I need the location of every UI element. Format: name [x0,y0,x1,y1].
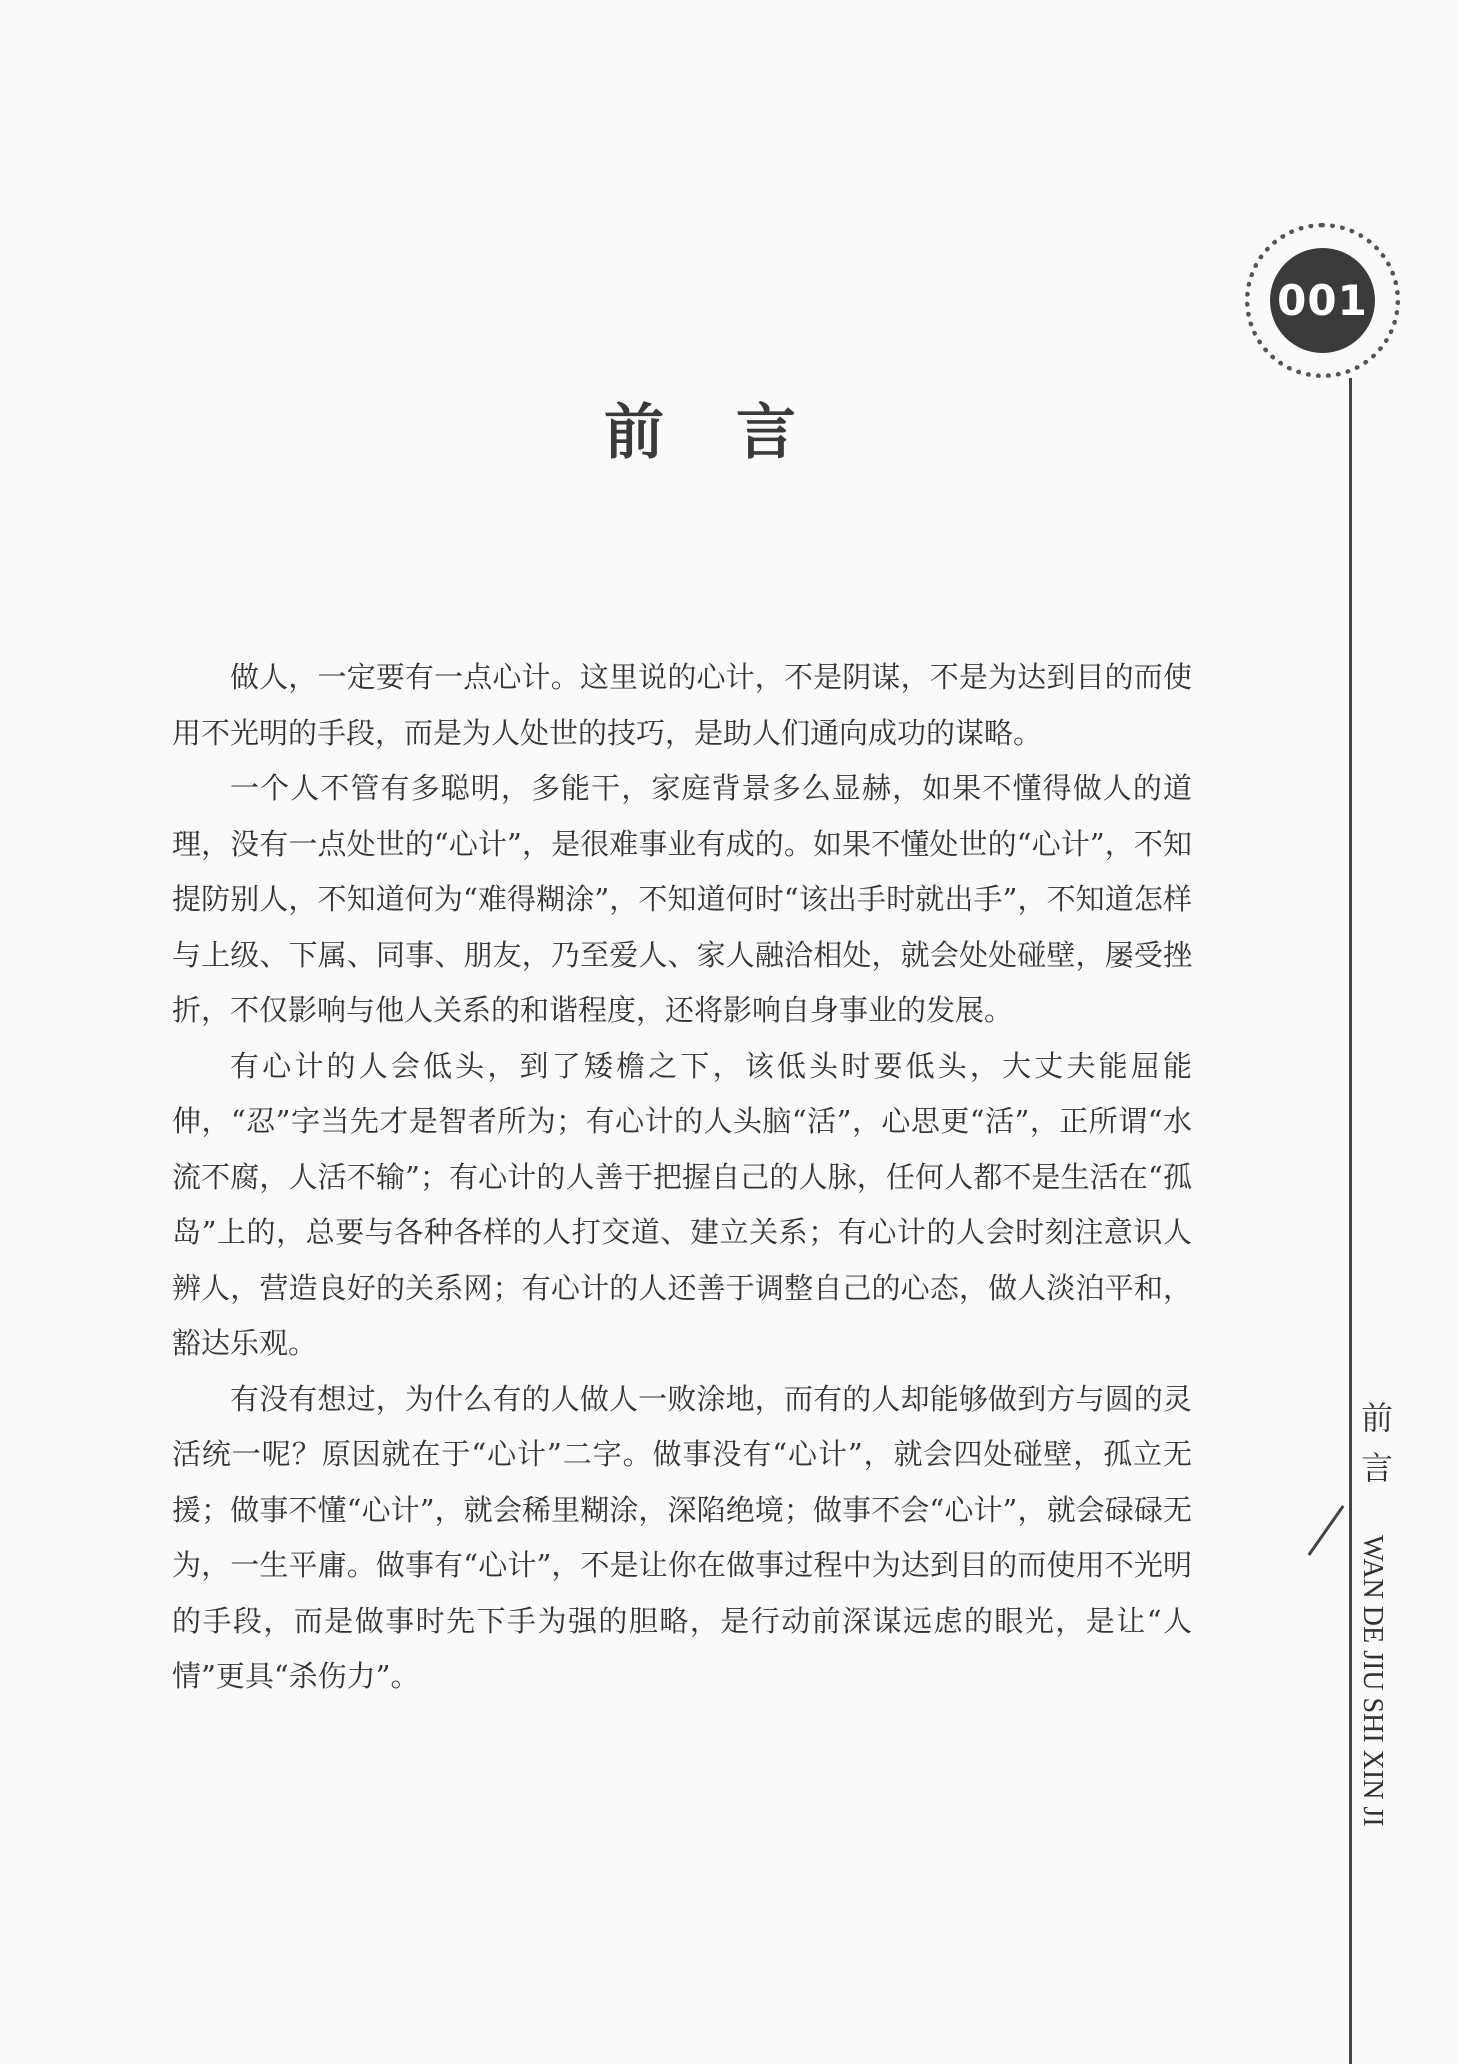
spine-line [1349,378,1352,2064]
body-text [172,650,1192,1705]
side-book-title: WAN DE JIU SHI XIN JI [1357,1535,1388,1827]
paragraph: 做人，一定要有一点心计。这里说的心计，不是阴谋，不是为达到目的而使用不光明的手段，而是为人处世的技巧，是助人们通向成功的谋略。 [172,660,1192,750]
side-section-label: 前言 [1360,1399,1393,1487]
paragraph: 一个人不管有多聪明，多能干，家庭背景多么显赫，如果不懂得做人的道理，没有一点处世的“心计”，是很难事业有成的。如果不懂处世的“心计”，不知提防别人，不知道何为“难得糊涂”，不知道何时“该出手时就出手”，不知道怎样与上级、下属、同事、朋友，乃至爱人、家人融洽相处，就会处处碰壁，屡受挫折，不仅影响与他人关系的和谐程度，还将影响自身事业的发展。 [172,771,1192,1027]
paragraph: 有心计的人会低头，到了矮檐之下，该低头时要低头，大丈夫能屈能伸，“忍”字当先才是智者所为；有心计的人头脑“活”，心思更“活”，正所谓“水流不腐，人活不输”；有心计的人善于把握自己的人脉，任何人都不是生活在“孤岛”上的，总要与各种各样的人打交道、建立关系；有心计的人会时刻注意识人辨人，营造良好的关系网；有心计的人还善于调整自己的心态，做人淡泊平和，豁达乐观。 [172,1048,1193,1360]
page-title: 前言 [604,398,868,468]
page-number-badge [1245,223,1400,378]
page-number: 001 [1270,248,1375,353]
paragraph: 有没有想过，为什么有的人做人一败涂地，而有的人却能够做到方与圆的灵活统一呢？原因就在于“心计”二字。做事没有“心计”，就会四处碰壁，孤立无援；做事不懂“心计”，就会稀里糊涂，深陷绝境；做事不会“心计”，就会碌碌无为，一生平庸。做事有“心计”，不是让你在做事过程中为达到目的而使用不光明的手段，而是做事时先下手为强的胆略，是行动前深谋远虑的眼光，是让“人情”更具“杀伤力”。 [172,1381,1192,1693]
side-divider [1308,1505,1345,1556]
